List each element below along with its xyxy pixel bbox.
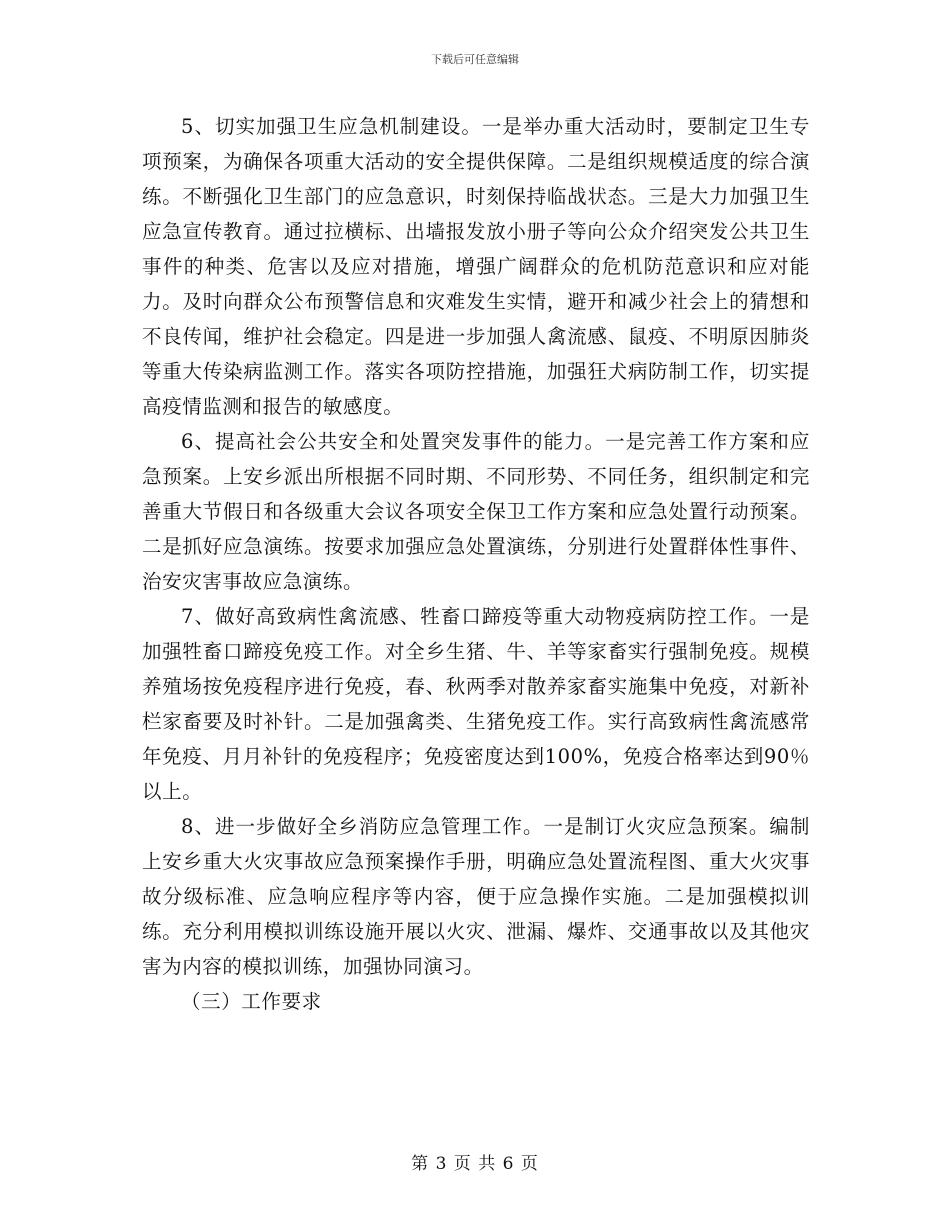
paragraph-6: 6、提高社会公共安全和处置突发事件的能力。一是完善工作方案和应急预案。上安乡派出所根据不同时期、不同形势、不同任务，组织制定和完善重大节假日和各级重大会议各项安全保卫工作方案和应急处置行动预案。二是抓好应急演练。按要求加强应急处置演练，分别进行处置群体性事件、治安灾害事故应急演练。 bbox=[142, 430, 810, 593]
paragraph-7: 7、做好高致病性禽流感、牲畜口蹄疫等重大动物疫病防控工作。一是加强牲畜口蹄疫免疫工作。对全乡生猪、牛、羊等家畜实行强制免疫。规模养殖场按免疫程序进行免疫，春、秋两季对散养家畜实施集中免疫，对新补栏家畜要及时补针。二是加强禽类、生猪免疫工作。实行高致病性禽流感常年免疫、月月补针的免疫程序；免疫密度达到100%，免疫合格率达到90％以上。 bbox=[142, 605, 810, 803]
document-body bbox=[142, 109, 810, 1019]
paragraph-5: 5、切实加强卫生应急机制建设。一是举办重大活动时，要制定卫生专项预案，为确保各项重大活动的安全提供保障。二是组织规模适度的综合演练。不断强化卫生部门的应急意识，时刻保持临战状态。三是大力加强卫生应急宣传教育。通过拉横标、出墙报发放小册子等向公众介绍突发公共卫生事件的种类、危害以及应对措施，增强广阔群众的危机防范意识和应对能力。及时向群众公布预警信息和灾难发生实情，避开和减少社会上的猜想和不良传闻，维护社会稳定。四是进一步加强人禽流感、鼠疫、不明原因肺炎等重大传染病监测工作。落实各项防控措施，加强狂犬病防制工作，切实提高疫情监测和报告的敏感度。 bbox=[142, 115, 810, 418]
section-heading: （三）工作要求 bbox=[181, 990, 322, 1013]
paragraph-8: 8、进一步做好全乡消防应急管理工作。一是制订火灾应急预案。编制上安乡重大火灾事故应急预案操作手册，明确应急处置流程图、重大火灾事故分级标准、应急响应程序等内容，便于应急操作实施。二是加强模拟训练。充分利用模拟训练设施开展以火灾、泄漏、爆炸、交通事故以及其他灾害为内容的模拟训练，加强协同演习。 bbox=[142, 815, 810, 978]
page-number-footer: 第 3 页 共 6 页 bbox=[411, 1154, 539, 1174]
page-header: 下载后可任意编辑 bbox=[431, 53, 519, 66]
